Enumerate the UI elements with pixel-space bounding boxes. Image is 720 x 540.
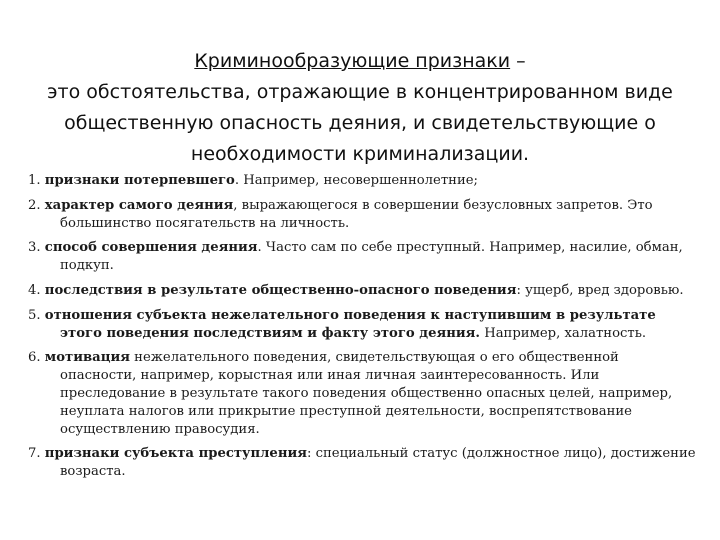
list-item: [28, 307, 698, 343]
item-text: : ущерб, вред здоровью.: [516, 282, 684, 298]
item-term: способ совершения деяния: [44, 240, 258, 256]
item-term: отношения субъекта нежелательного поведения к наступившим в результате этого поведения последствиям и факту этого деяния.: [44, 307, 656, 341]
item-number: 6.: [28, 350, 41, 366]
item-text: : специальный статус (должностное лицо), достижение возраста.: [60, 446, 696, 480]
title-definition: это обстоятельства, отражающие в концентрированном виде общественную опасность деяния, и свидетельствующие о необходимости криминализации.: [47, 81, 673, 165]
title-dash: –: [510, 50, 526, 72]
list-item: [28, 172, 698, 190]
item-number: 1.: [28, 173, 41, 188]
item-number: 3.: [28, 240, 41, 256]
item-number: 2.: [28, 197, 41, 213]
item-number: 7.: [28, 446, 41, 462]
item-number: 4.: [28, 282, 41, 298]
item-term: признаки субъекта преступления: [44, 446, 307, 462]
item-term: признаки потерпевшего: [44, 173, 235, 188]
slide-title: [40, 46, 680, 170]
item-text: . Часто сам по себе преступный. Например, насилие, обман, подкуп.: [60, 240, 683, 274]
list-item: [28, 349, 698, 438]
list-item: [28, 445, 698, 481]
item-text: нежелательного поведения, свидетельствующая о его общественной опасности, например, корыстная или иная личная заинтересованность. Или преследование в результате такого поведения общественно опасных целей, например, неуплата налогов или прикрытие преступной деятельности, воспрепятствование осуществлению правосудия.: [60, 350, 673, 437]
item-text: . Например, несовершеннолетние;: [234, 173, 478, 188]
criteria-list: [28, 172, 698, 488]
item-number: 5.: [28, 307, 41, 323]
item-term: характер самого деяния: [44, 197, 234, 213]
list-item: [28, 282, 698, 300]
item-term: последствия в результате общественно-опасного поведения: [44, 282, 517, 298]
item-text: , выражающегося в совершении безусловных запретов. Это большинство посягательств на личность.: [60, 197, 653, 231]
title-term: Криминообразующие признаки: [194, 50, 511, 72]
list-item: [28, 197, 698, 233]
item-text: Например, халатность.: [480, 325, 647, 341]
item-term: мотивация: [44, 350, 130, 366]
list-item: [28, 239, 698, 275]
